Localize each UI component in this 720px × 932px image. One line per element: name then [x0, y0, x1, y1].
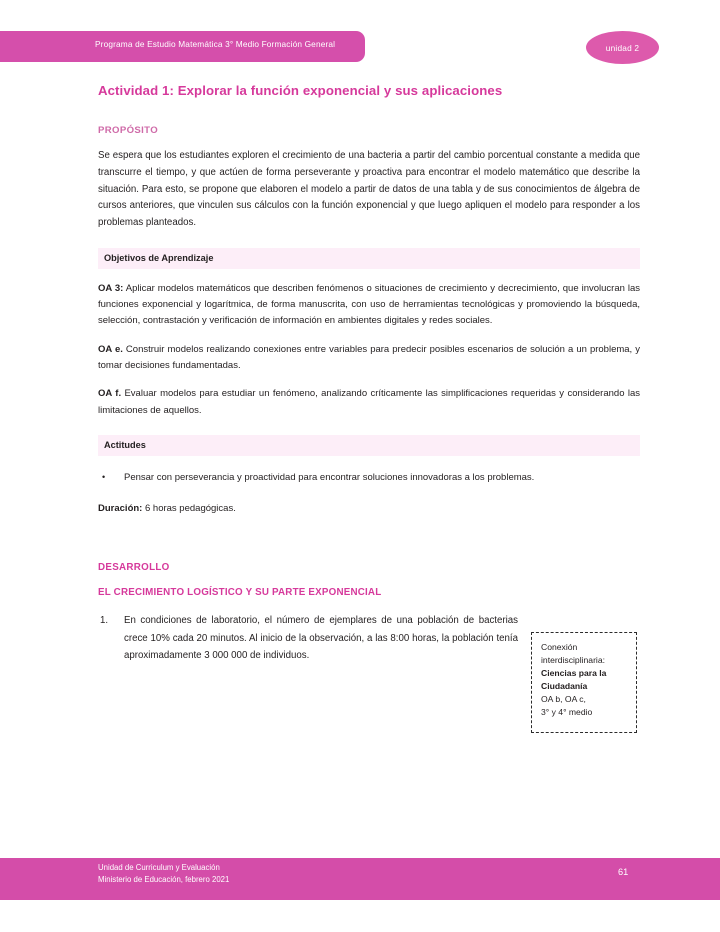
page-title: Actividad 1: Explorar la función exponencial y sus aplicaciones [98, 83, 503, 98]
proposito-label: PROPÓSITO [98, 125, 159, 137]
oa-code: OA 3: [98, 282, 124, 294]
conexion-interdisciplinaria-box [531, 632, 637, 733]
footer-credits-line-1: Unidad de Curriculum y Evaluación [98, 863, 220, 873]
page-number: 61 [618, 867, 629, 877]
oa-text: Evaluar modelos para estudiar un fenómeno, analizando críticamente las simplificaciones requeridas y considerando las limitaciones de aquellos. [98, 388, 641, 416]
oa-text: Aplicar modelos matemáticos que describen fenómenos o situaciones de crecimiento y decrecimiento, que involucran las funciones exponencial y logarítmica, de forma manuscrita, con uso de herramientas tecnológicas y promoviendo la búsqueda, selección, contrastación y verificación de información en ambientes digitales y redes sociales. [98, 282, 641, 327]
aside-line-2: interdisciplinaria: [541, 655, 606, 666]
oa-item [98, 342, 640, 375]
duracion-label: Duración: [98, 503, 143, 515]
proposito-paragraph: Se espera que los estudiantes exploren el crecimiento de una bacteria a partir del cambio porcentual constante a medida que transcurre el tiempo, y que actúen de forma perseverante y proactiva para encontrar el modelo matemático que describe la situación. Para esto, se propone que elaboren el modelo a partir de datos de una tabla y de sus conocimientos de álgebra de cursos anteriores, que vinculen sus cálculos con la función exponencial y que luego apliquen el modelo para responder a los problemas planteados. [98, 150, 640, 228]
oa-text: Construir modelos realizando conexiones entre variables para predecir posibles escenarios de solución a un problema, y tomar decisiones fundamentadas. [98, 343, 640, 371]
footer-credits [98, 862, 229, 886]
numbered-list-index: 1. [100, 615, 109, 627]
desarrollo-subsection-title: EL CRECIMIENTO LOGÍSTICO Y SU PARTE EXPONENCIAL [98, 587, 382, 599]
bullet-icon: • [102, 471, 106, 482]
duracion-value: 6 horas pedagógicas. [142, 503, 236, 515]
actitudes-banner [98, 435, 640, 456]
oa-code: OA e. [98, 343, 123, 355]
page-content [98, 82, 640, 664]
desarrollo-label: DESARROLLO [98, 562, 170, 574]
actitudes-banner-label: Actitudes [104, 440, 146, 451]
duracion-line [98, 501, 640, 516]
aside-line-6: 3° y 4° medio [541, 707, 593, 718]
list-item [98, 470, 640, 485]
header-band-label: Programa de Estudio Matemática 3° Medio Formación General [95, 39, 336, 49]
objetivos-banner-label: Objetivos de Aprendizaje [104, 253, 214, 264]
aside-line-3: Ciencias para la [541, 668, 607, 679]
aside-line-4: Ciudadanía [541, 681, 588, 692]
numbered-list-text: En condiciones de laboratorio, el número de ejemplares de una población de bacterias crece 10% cada 20 minutos. Al inicio de la observación, a las 8:00 horas, la población tenía aproximadamente 3 000 000 de individuos. [124, 615, 518, 661]
oa-item [98, 281, 640, 330]
unit-badge [586, 31, 659, 64]
list-item-label: Pensar con perseverancia y proactividad para encontrar soluciones innovadoras a los problemas. [124, 471, 535, 483]
unit-badge-label: unidad 2 [605, 42, 640, 53]
numbered-list-item [98, 612, 518, 664]
aside-line-5: OA b, OA c, [541, 694, 586, 705]
objetivos-banner [98, 248, 640, 269]
oa-item [98, 386, 640, 419]
oa-code: OA f. [98, 388, 122, 400]
footer-credits-line-2: Ministerio de Educación, febrero 2021 [98, 875, 230, 885]
aside-line-1: Conexión [541, 642, 578, 652]
